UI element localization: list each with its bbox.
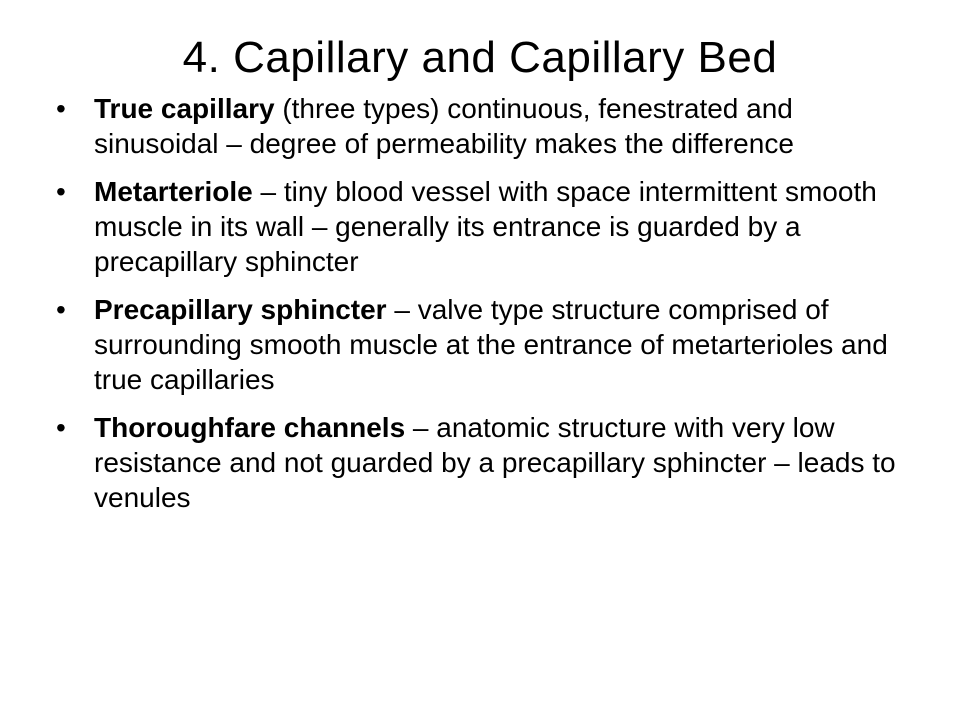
bullet-icon: •	[56, 412, 66, 443]
bullet-metarteriole	[56, 174, 906, 279]
bullet-term: True capillary	[94, 93, 275, 124]
bullet-icon: •	[56, 93, 66, 124]
bullet-text: – tiny blood vessel with space intermittent smooth muscle in its wall – generally its entrance is guarded by a precapillary sphincter	[94, 176, 877, 277]
slide-title: 4. Capillary and Capillary Bed	[182, 33, 778, 82]
bullet-text: (three types) continuous, fenestrated and sinusoidal – degree of permeability makes the difference	[94, 93, 794, 159]
bullet-term: Thoroughfare channels	[94, 412, 406, 443]
bullet-thoroughfare-channels	[56, 410, 906, 515]
bullet-precapillary-sphincter	[56, 292, 906, 397]
bullet-true-capillary	[56, 91, 906, 161]
bullet-term: Precapillary sphincter	[94, 294, 387, 325]
bullet-list	[56, 91, 906, 528]
bullet-text: – anatomic structure with very low resistance and not guarded by a precapillary sphincter – leads to venules	[94, 412, 896, 513]
bullet-icon: •	[56, 176, 66, 207]
bullet-term: Metarteriole	[94, 176, 253, 207]
bullet-text: – valve type structure comprised of surrounding smooth muscle at the entrance of metarterioles and true capillaries	[94, 294, 888, 395]
bullet-icon: •	[56, 294, 66, 325]
